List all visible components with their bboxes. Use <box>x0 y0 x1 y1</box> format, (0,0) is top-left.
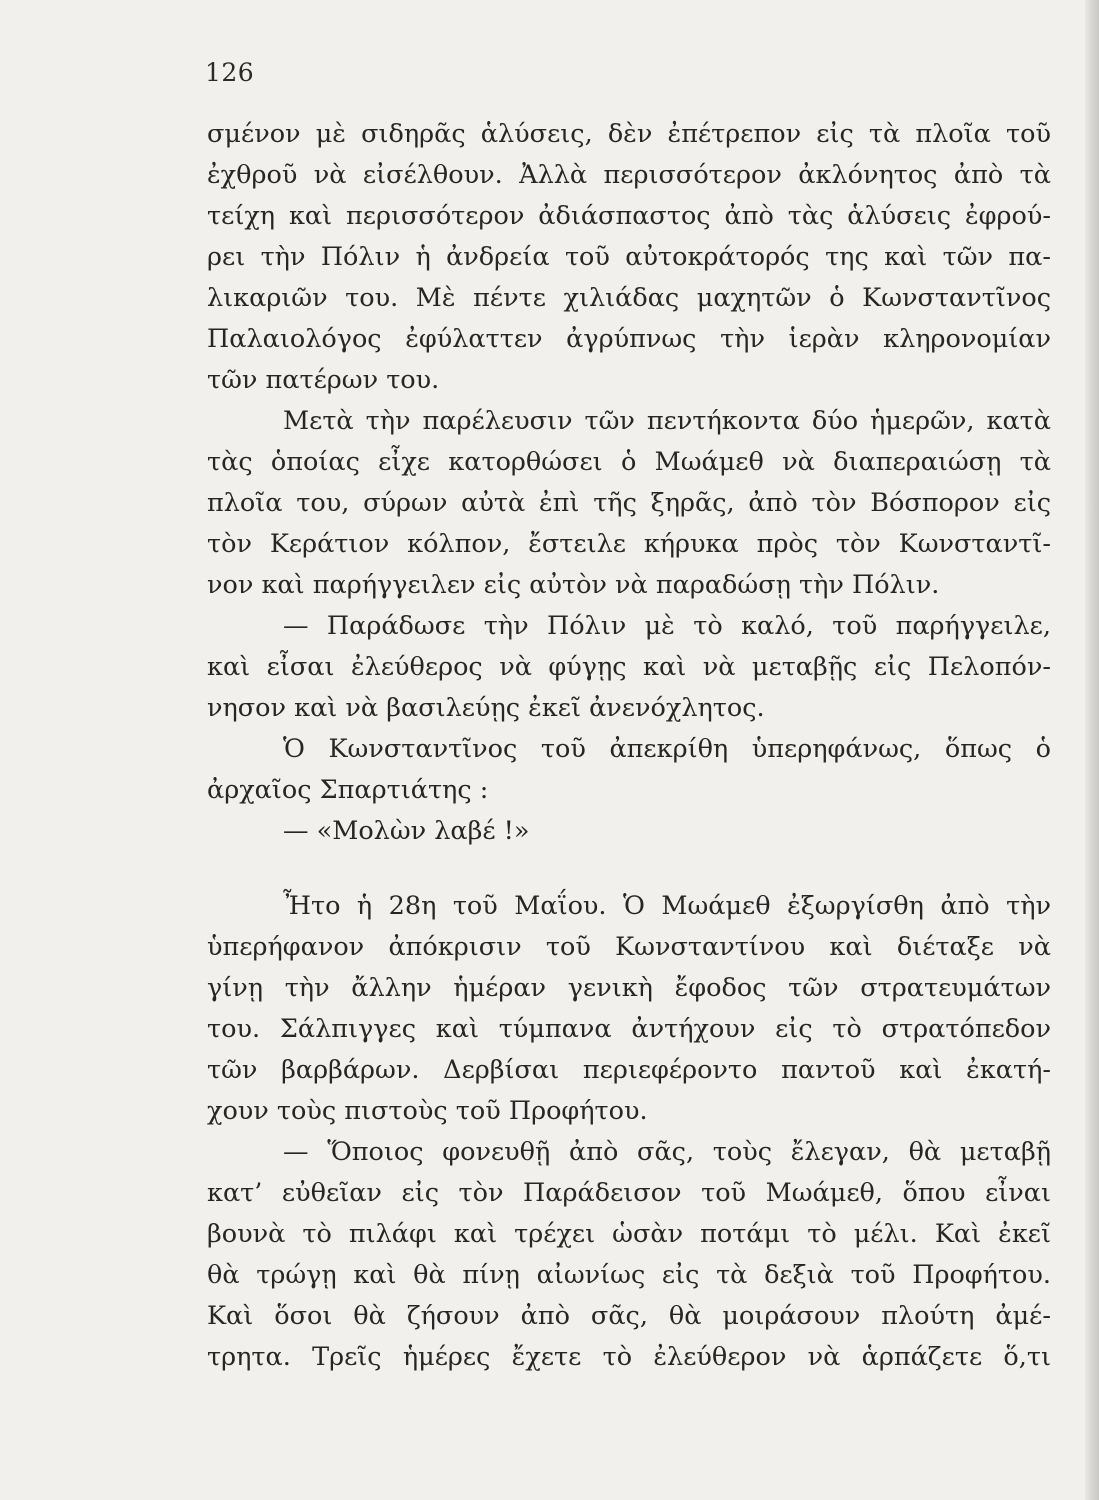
text-line: νησον καὶ νὰ βασιλεύῃς ἐκεῖ ἀνενόχλητος. <box>207 693 765 723</box>
text-line: Μετὰ τὴν παρέλευσιν τῶν πεντήκοντα δύο ἡμερῶν, κατὰ <box>283 406 1051 436</box>
text-line: λικαριῶν του. Μὲ πέντε χιλιάδας μαχητῶν ὁ Κωνσταντῖνος <box>207 283 1051 313</box>
text-line: Ὁ Κωνσταντῖνος τοῦ ἀπεκρίθη ὑπερηφάνως, ὅπως ὁ <box>283 734 1051 764</box>
text-line: νον καὶ παρήγγειλεν εἰς αὐτὸν νὰ παραδώσῃ τὴν Πόλιν. <box>207 570 940 600</box>
text-line: ὑπερήφανον ἀπόκρισιν τοῦ Κωνσταντίνου καὶ διέταξε νὰ <box>207 932 1051 962</box>
text-line: χουν τοὺς πιστοὺς τοῦ Προφήτου. <box>207 1096 648 1126</box>
text-line: τρητα. Τρεῖς ἡμέρες ἔχετε τὸ ἐλεύθερον νὰ ἁρπάζετε ὅ,τι <box>207 1342 1051 1372</box>
text-line: τὸν Κεράτιον κόλπον, ἔστειλε κήρυκα πρὸς τὸν Κωνσταντῖ- <box>207 529 1051 559</box>
text-line: τῶν βαρβάρων. Δερβίσαι περιεφέροντο παντοῦ καὶ ἐκατή- <box>207 1055 1051 1085</box>
text-line: — Ὅποιος φονευθῇ ἀπὸ σᾶς, τοὺς ἔλεγαν, θὰ μεταβῇ <box>283 1137 1051 1167</box>
text-line: Καὶ ὅσοι θὰ ζήσουν ἀπὸ σᾶς, θὰ μοιράσουν πλούτη ἀμέ- <box>207 1301 1051 1331</box>
text-line: τείχη καὶ περισσότερον ἀδιάσπαστος ἀπὸ τὰς ἁλύσεις ἐφρού- <box>207 201 1051 231</box>
section-gap <box>207 852 1051 886</box>
text-line: — «Μολὼν λαβέ !» <box>283 816 530 846</box>
text-line: γίνῃ τὴν ἄλλην ἡμέραν γενικὴ ἔφοδος τῶν στρατευμάτων <box>207 973 1051 1003</box>
text-line: σμένον μὲ σιδηρᾶς ἁλύσεις, δὲν ἐπέτρεπον εἰς τὰ πλοῖα τοῦ <box>207 119 1051 149</box>
text-line: βουνὰ τὸ πιλάφι καὶ τρέχει ὡσὰν ποτάμι τὸ μέλι. Καὶ ἐκεῖ <box>207 1219 1051 1249</box>
body-text <box>207 114 1051 1378</box>
text-line: ρει τὴν Πόλιν ἡ ἀνδρεία τοῦ αὐτοκράτορός της καὶ τῶν πα- <box>207 242 1051 272</box>
text-line: πλοῖα του, σύρων αὐτὰ ἐπὶ τῆς ξηρᾶς, ἀπὸ τὸν Βόσπορον εἰς <box>207 488 1051 518</box>
text-line: θὰ τρώγῃ καὶ θὰ πίνῃ αἰωνίως εἰς τὰ δεξιὰ τοῦ Προφήτου. <box>207 1260 1051 1290</box>
page-edge-shadow <box>1085 0 1099 1500</box>
text-line: ἀρχαῖος Σπαρτιάτης : <box>207 775 489 805</box>
text-line: κατ’ εὐθεῖαν εἰς τὸν Παράδεισον τοῦ Μωάμεθ, ὅπου εἶναι <box>207 1178 1051 1208</box>
text-line: — Παράδωσε τὴν Πόλιν μὲ τὸ καλό, τοῦ παρήγγειλε, <box>283 611 1051 641</box>
text-line: καὶ εἶσαι ἐλεύθερος νὰ φύγῃς καὶ νὰ μεταβῇς εἰς Πελοπόν- <box>207 652 1051 682</box>
text-line: Παλαιολόγος ἐφύλαττεν ἀγρύπνως τὴν ἱερὰν κληρονομίαν <box>207 324 1051 354</box>
text-line: τὰς ὁποίας εἶχε κατορθώσει ὁ Μωάμεθ νὰ διαπεραιώσῃ τὰ <box>207 447 1051 477</box>
text-line: ἐχθροῦ νὰ εἰσέλθουν. Ἀλλὰ περισσότερον ἀκλόνητος ἀπὸ τὰ <box>207 160 1051 190</box>
text-line: τῶν πατέρων του. <box>207 365 440 395</box>
page-number: 126 <box>205 58 255 87</box>
text-line: του. Σάλπιγγες καὶ τύμπανα ἀντήχουν εἰς τὸ στρατόπεδον <box>207 1014 1051 1044</box>
text-line: Ἦτο ἡ 28η τοῦ Μαΐου. Ὁ Μωάμεθ ἐξωργίσθη ἀπὸ τὴν <box>283 891 1051 921</box>
